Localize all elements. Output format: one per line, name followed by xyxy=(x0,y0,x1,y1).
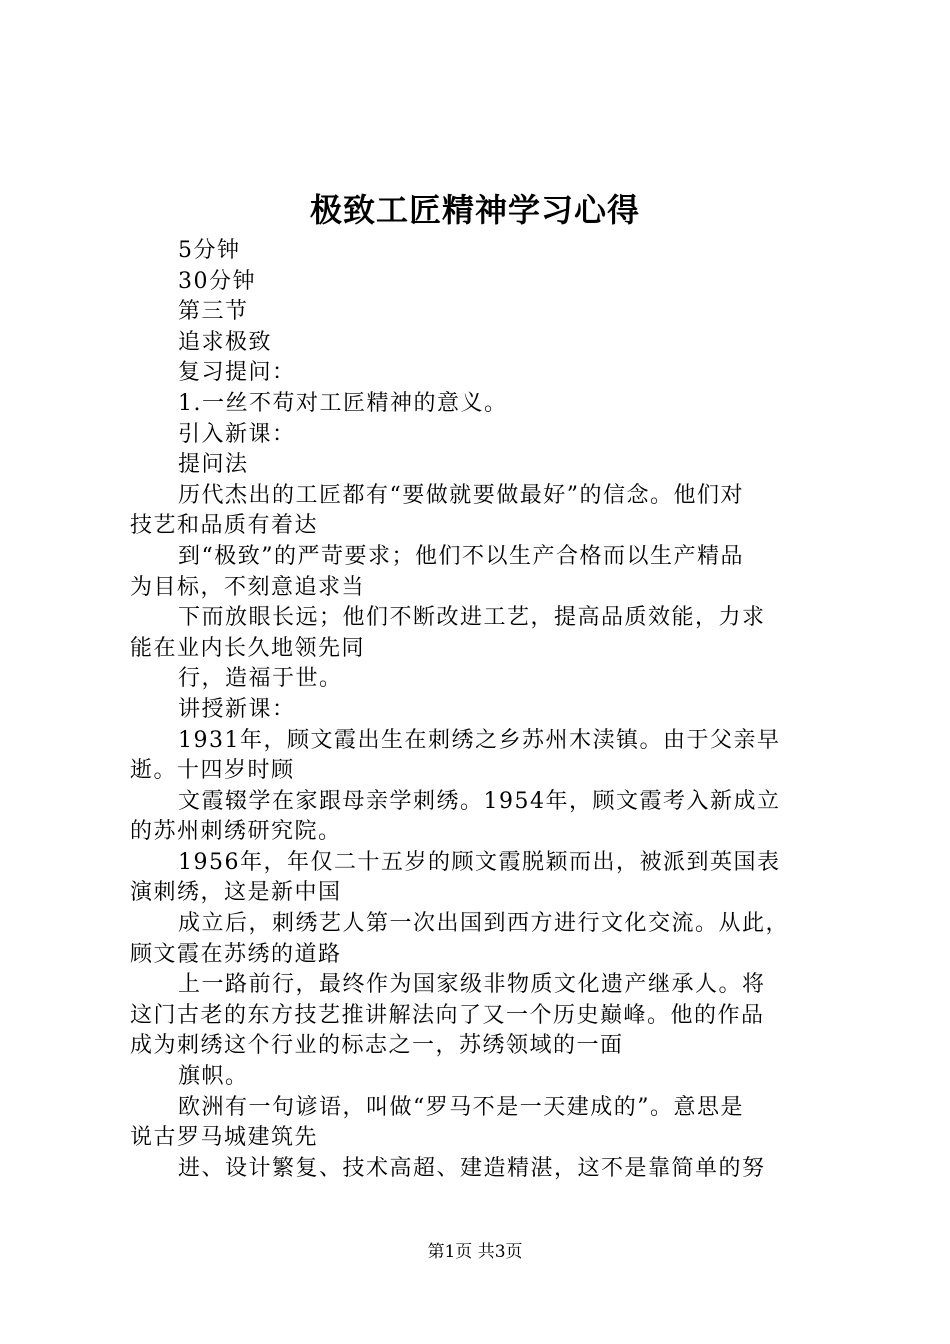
page-footer: 第1页 共3页 xyxy=(427,1242,523,1262)
body-line: 顾文霞在苏绣的道路 xyxy=(130,941,342,967)
body-line: 5分钟 xyxy=(178,238,241,263)
document-body xyxy=(130,236,830,1184)
body-line: 演刺绣，这是新中国 xyxy=(130,880,342,906)
body-line: 旗帜。 xyxy=(178,1064,249,1090)
body-line: 技艺和品质有着达 xyxy=(130,513,319,539)
body-line: 的苏州刺绣研究院。 xyxy=(130,819,342,845)
body-line: 历代杰出的工匠都有“要做就要做最好”的信念。他们对 xyxy=(178,482,744,508)
body-line: 复习提问： xyxy=(178,360,296,386)
body-line: 1931年，顾文霞出生在刺绣之乡苏州木渎镇。由于父亲早 xyxy=(178,727,781,753)
body-line: 1956年，年仅二十五岁的顾文霞脱颖而出，被派到英国表 xyxy=(178,849,781,875)
document-title: 极致工匠精神学习心得 xyxy=(309,191,640,229)
body-line: 行，造福于世。 xyxy=(178,666,343,692)
body-line: 进、设计繁复、技术高超、建造精湛，这不是靠简单的努 xyxy=(178,1155,766,1181)
body-line: 能在业内长久地领先同 xyxy=(130,635,366,661)
body-line: 这门古老的东方技艺推讲解法向了又一个历史巅峰。他的作品 xyxy=(130,1002,765,1028)
body-line: 第三节 xyxy=(178,299,249,325)
body-line: 提问法 xyxy=(178,452,249,478)
body-line: 为目标，不刻意追求当 xyxy=(130,574,366,600)
body-line: 讲授新课： xyxy=(178,696,296,722)
body-line: 到“极致”的严苛要求；他们不以生产合格而以生产精品 xyxy=(178,543,744,569)
body-line: 30分钟 xyxy=(178,268,256,294)
body-line: 追求极致 xyxy=(178,329,273,355)
body-line: 逝。十四岁时顾 xyxy=(130,758,295,784)
body-line: 1.一丝不苟对工匠精神的意义。 xyxy=(178,390,508,416)
body-line: 欧洲有一句谚语，叫做“罗马不是一天建成的”。意思是 xyxy=(178,1094,744,1120)
body-line: 上一路前行，最终作为国家级非物质文化遗产继承人。将 xyxy=(178,972,766,998)
body-line: 成立后，刺绣艺人第一次出国到西方进行文化交流。从此， xyxy=(178,911,790,937)
body-line: 说古罗马城建筑先 xyxy=(130,1125,319,1151)
body-line: 文霞辍学在家跟母亲学刺绣。1954年，顾文霞考入新成立 xyxy=(178,788,781,814)
body-line: 成为刺绣这个行业的标志之一，苏绣领域的一面 xyxy=(130,1033,624,1059)
body-line: 下而放眼长远；他们不断改进工艺，提高品质效能，力求 xyxy=(178,605,766,631)
body-line: 引入新课： xyxy=(178,421,296,447)
